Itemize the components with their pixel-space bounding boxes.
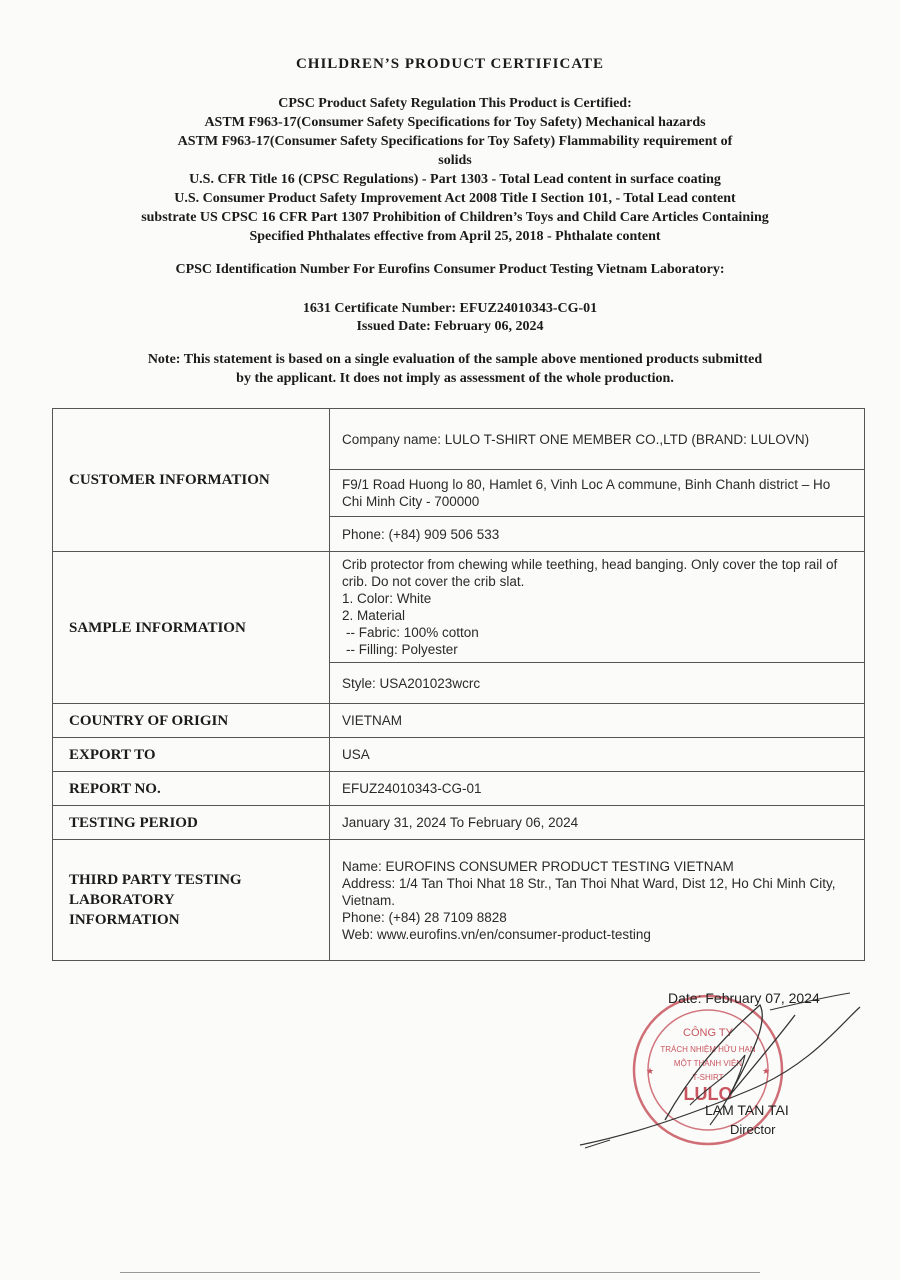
lab-information: [330, 840, 865, 961]
period-value: January 31, 2024 To February 06, 2024: [330, 806, 865, 840]
origin-value: VIETNAM: [330, 704, 865, 738]
lab-line: Web: www.eurofins.vn/en/consumer-product-testing: [342, 926, 651, 942]
certificate-number: 1631 Certificate Number: EFUZ24010343-CG-01: [302, 301, 598, 316]
note-block: [60, 350, 850, 388]
sample-label: SAMPLE INFORMATION: [53, 552, 330, 704]
sample-line: Crib protector from chewing while teething, head banging. Only cover the top rail of crib. Do not cover the crib slat.: [342, 557, 838, 589]
regulation-line: ASTM F963-17(Consumer Safety Specifications for Toy Safety) Mechanical hazards: [204, 115, 706, 130]
seal-text: MỘT THÀNH VIÊN: [673, 1059, 743, 1068]
regulation-line: CPSC Product Safety Regulation This Product is Certified:: [278, 96, 632, 111]
svg-text:★: ★: [646, 1066, 655, 1076]
origin-label: COUNTRY OF ORIGIN: [53, 704, 330, 738]
regulation-line: Specified Phthalates effective from April 25, 2018 - Phthalate content: [249, 229, 661, 244]
report-value: EFUZ24010343-CG-01: [330, 772, 865, 806]
export-label: EXPORT TO: [53, 738, 330, 772]
sample-style: Style: USA201023wcrc: [330, 663, 865, 704]
info-table: [52, 408, 865, 961]
seal-text: TRÁCH NHIỆM HỮU HẠN: [660, 1045, 756, 1054]
signature-scribble: [570, 985, 870, 1155]
sample-line: -- Fabric: 100% cotton: [346, 625, 479, 640]
lab-line: Address: 1/4 Tan Thoi Nhat 18 Str., Tan Thoi Nhat Ward, Dist 12, Ho Chi Minh City, Vietnam.: [342, 875, 836, 908]
table-row: [53, 704, 865, 738]
report-label: REPORT NO.: [53, 772, 330, 806]
svg-text:★: ★: [762, 1066, 771, 1076]
customer-phone: Phone: (+84) 909 506 533: [330, 517, 865, 552]
regulation-line: solids: [438, 153, 472, 168]
regulation-line: substrate US CPSC 16 CFR Part 1307 Prohibition of Children’s Toys and Child Care Articles Containing: [141, 210, 769, 225]
table-row: [53, 552, 865, 663]
regulation-line: ASTM F963-17(Consumer Safety Specifications for Toy Safety) Flammability requirement of: [177, 134, 733, 149]
seal-text: LULO: [683, 1084, 733, 1104]
lab-label-line: LABORATORY: [69, 892, 175, 908]
table-row: [53, 409, 865, 470]
signatory-name: LAM TAN TAI: [705, 1102, 789, 1118]
regulation-line: U.S. Consumer Product Safety Improvement Act 2008 Title I Section 101, - Total Lead content: [174, 191, 736, 206]
customer-address: F9/1 Road Huong lo 80, Hamlet 6, Vinh Loc A commune, Binh Chanh district – Ho Chi Minh City - 700000: [330, 470, 865, 517]
certificate-info: [0, 300, 900, 336]
seal-text: T-SHIRT: [692, 1073, 724, 1082]
document-title: CHILDREN’S PRODUCT CERTIFICATE: [295, 56, 605, 72]
footer-divider: [120, 1272, 760, 1273]
lab-line: Phone: (+84) 28 7109 8828: [342, 909, 507, 925]
note-line: Note: This statement is based on a single evaluation of the sample above mentioned products submitted: [147, 352, 763, 367]
table-row: [53, 738, 865, 772]
sample-line: 2. Material: [342, 608, 406, 623]
customer-company: Company name: LULO T-SHIRT ONE MEMBER CO.,LTD (BRAND: LULOVN): [330, 409, 865, 470]
cpsc-identification: CPSC Identification Number For Eurofins Consumer Product Testing Vietnam Laboratory:: [175, 262, 725, 277]
sample-line: -- Filling: Polyester: [346, 642, 458, 657]
table-row: [53, 772, 865, 806]
signatory-role: Director: [730, 1122, 776, 1137]
note-line: by the applicant. It does not imply as assessment of the whole production.: [236, 371, 674, 386]
export-value: USA: [330, 738, 865, 772]
sample-description: [330, 552, 865, 663]
lab-label-line: INFORMATION: [69, 912, 180, 928]
regulation-line: U.S. CFR Title 16 (CPSC Regulations) - Part 1303 - Total Lead content in surface coating: [189, 172, 721, 187]
signature-date: Date: February 07, 2024: [668, 990, 820, 1006]
sample-line: 1. Color: White: [342, 591, 432, 606]
table-row: [53, 806, 865, 840]
lab-label: [53, 840, 330, 961]
regulation-block: [60, 94, 850, 246]
lab-label-line: THIRD PARTY TESTING: [69, 872, 242, 888]
table-row: [53, 840, 865, 961]
period-label: TESTING PERIOD: [53, 806, 330, 840]
lab-line: Name: EUROFINS CONSUMER PRODUCT TESTING VIETNAM: [342, 858, 734, 874]
issued-date: Issued Date: February 06, 2024: [356, 319, 544, 334]
seal-text: CÔNG TY: [683, 1027, 733, 1039]
customer-label: CUSTOMER INFORMATION: [53, 409, 330, 552]
